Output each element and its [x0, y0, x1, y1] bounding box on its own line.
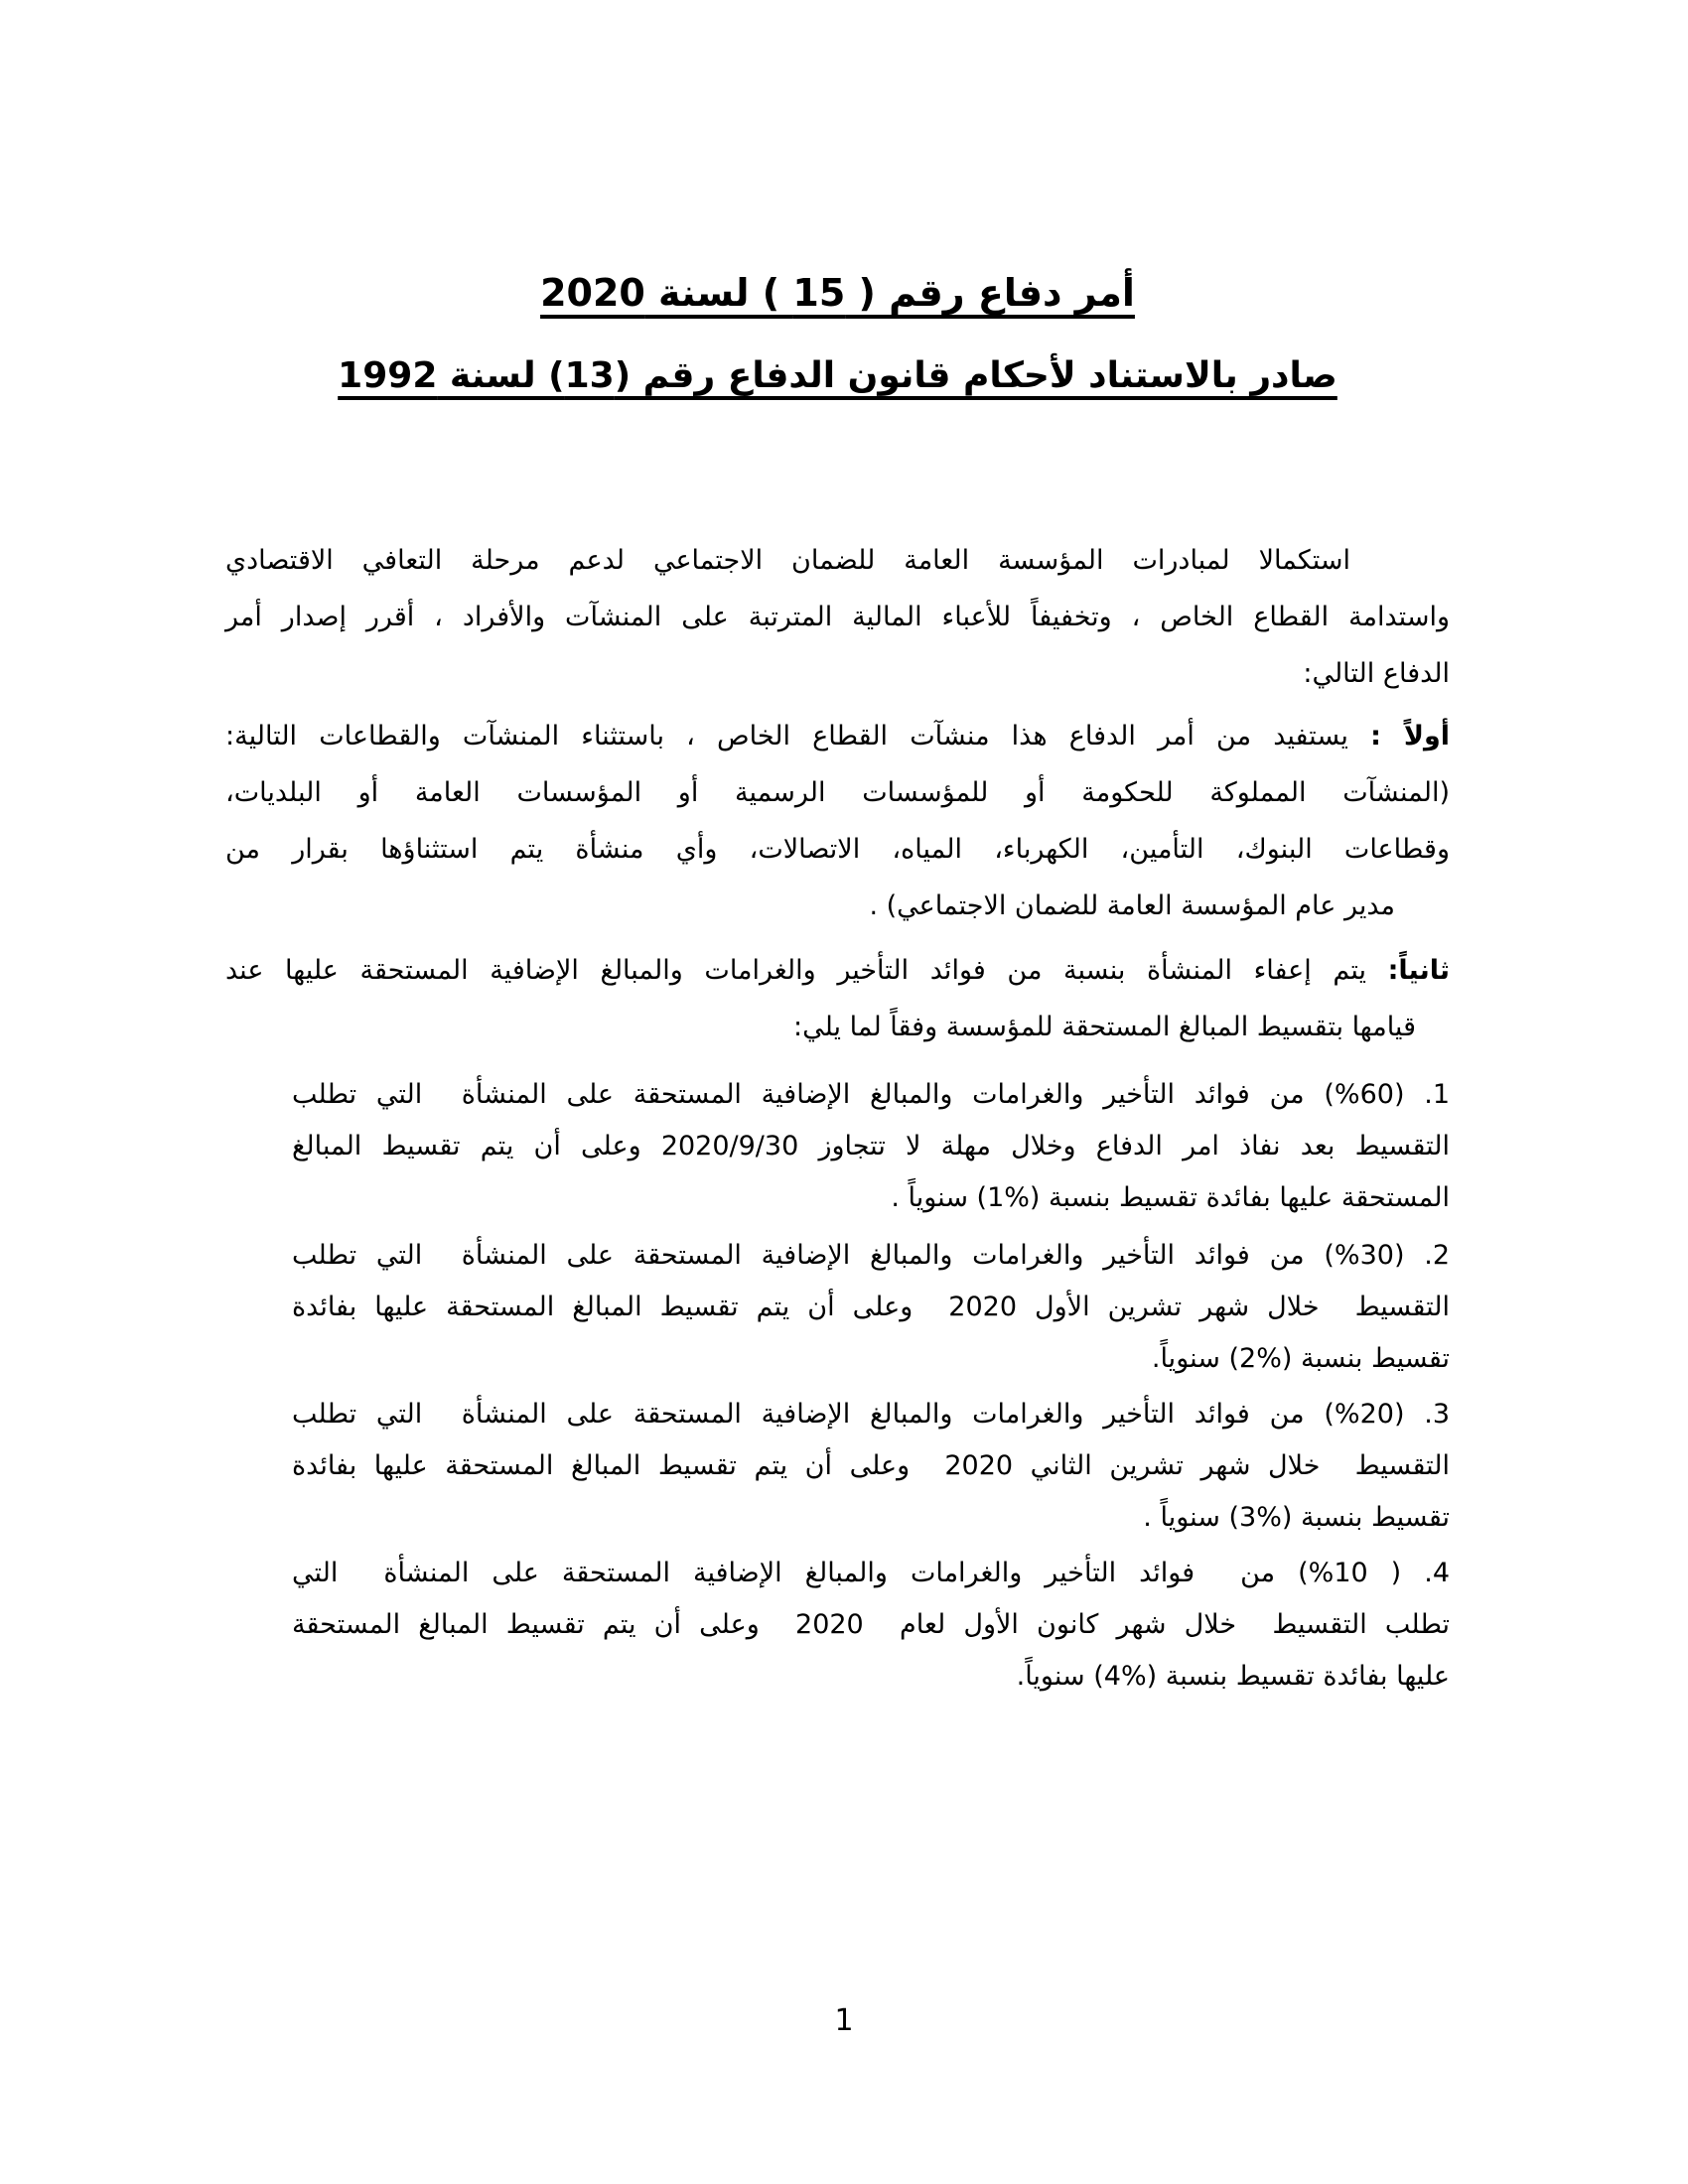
list-item-4: [292, 1548, 1450, 1703]
list-item-line: 1. (%60) من فوائد التأخير والغرامات والمبالغ الإضافية المستحقة على المنشأة التي تطلب: [292, 1079, 1451, 1110]
list-item-line: عليها بفائدة تقسيط بنسبة (%4) سنوياً.: [1016, 1661, 1450, 1692]
clause-first-line: [225, 708, 1450, 764]
intro-line: استكمالا لمبادرات المؤسسة العامة للضمان الاجتماعي لدعم مرحلة التعافي الاقتصادي: [225, 545, 1350, 576]
list-item-line: التقسيط خلال شهر تشرين الأول 2020 وعلى أن يتم تقسيط المبالغ المستحقة عليها بفائدة: [292, 1292, 1450, 1322]
document-subtitle: صادر بالاستناد لأحكام قانون الدفاع رقم (13) لسنة 1992: [338, 355, 1337, 396]
list-item-line: 4. ( %10) من فوائد التأخير والغرامات والمبالغ الإضافية المستحقة على المنشأة التي: [292, 1558, 1450, 1588]
clause-second-line: قيامها بتقسيط المبالغ المستحقة للمؤسسة وفقاً لما يلي:: [793, 1012, 1416, 1042]
list-item-line: تقسيط بنسبة (%3) سنوياً .: [1143, 1502, 1450, 1533]
clause-first-line: مدير عام المؤسسة العامة للضمان الاجتماعي) .: [869, 890, 1395, 921]
list-item-line: تقسيط بنسبة (%2) سنوياً.: [1151, 1343, 1450, 1374]
installment-list: [225, 1069, 1450, 1703]
clause-first-label: أولاً :: [1370, 721, 1450, 751]
clause-second-text: يتم إعفاء المنشأة بنسبة من فوائد التأخير والغرامات والمبالغ الإضافية المستحقة عليها عند: [225, 955, 1367, 986]
list-item-2: [292, 1230, 1450, 1385]
clause-first-line: وقطاعات البنوك، التأمين، الكهرباء، المياه، الاتصالات، وأي منشأة يتم استثناؤها بقرار من: [225, 834, 1450, 865]
list-item-line: 3. (%20) من فوائد التأخير والغرامات والمبالغ الإضافية المستحقة على المنشأة التي تطلب: [292, 1399, 1451, 1430]
clause-first-line: (المنشآت المملوكة للحكومة أو للمؤسسات الرسمية أو المؤسسات العامة أو البلديات،: [225, 777, 1450, 808]
document-title: أمر دفاع رقم ( 15 ) لسنة 2020: [540, 271, 1135, 315]
list-item-line: المستحقة عليها بفائدة تقسيط بنسبة (%1) سنوياً .: [891, 1182, 1450, 1213]
list-item-line: التقسيط خلال شهر تشرين الثاني 2020 وعلى أن يتم تقسيط المبالغ المستحقة عليها بفائدة: [292, 1450, 1451, 1481]
list-item-line: تطلب التقسيط خلال شهر كانون الأول لعام 2020 وعلى أن يتم تقسيط المبالغ المستحقة: [292, 1609, 1451, 1640]
intro-line: الدفاع التالي:: [1303, 658, 1450, 689]
page-number: 1: [834, 2003, 854, 2038]
list-item-line: التقسيط بعد نفاذ امر الدفاع وخلال مهلة لا تتجاوز 2020/9/30 وعلى أن يتم تقسيط المبالغ: [292, 1131, 1451, 1161]
clause-second-label: ثانياً:: [1387, 955, 1450, 986]
clause-second-paragraph: [225, 942, 1450, 1055]
clause-second-line: [225, 942, 1450, 999]
clause-first-text: يستفيد من أمر الدفاع هذا منشآت القطاع الخاص ، باستثناء المنشآت والقطاعات التالية:: [225, 721, 1348, 751]
intro-line: واستدامة القطاع الخاص ، وتخفيفاً للأعباء المالية المترتبة على المنشآت والأفراد ، أقرر إصدار أمر: [225, 602, 1450, 632]
list-item-line: 2. (%30) من فوائد التأخير والغرامات والمبالغ الإضافية المستحقة على المنشأة التي تطلب: [292, 1240, 1451, 1271]
document-body: [225, 0, 1450, 1703]
clause-first-paragraph: [225, 708, 1450, 934]
intro-paragraph: [225, 532, 1450, 702]
list-item-3: [292, 1389, 1450, 1544]
list-item-1: [292, 1069, 1450, 1224]
title-block: [225, 268, 1450, 401]
